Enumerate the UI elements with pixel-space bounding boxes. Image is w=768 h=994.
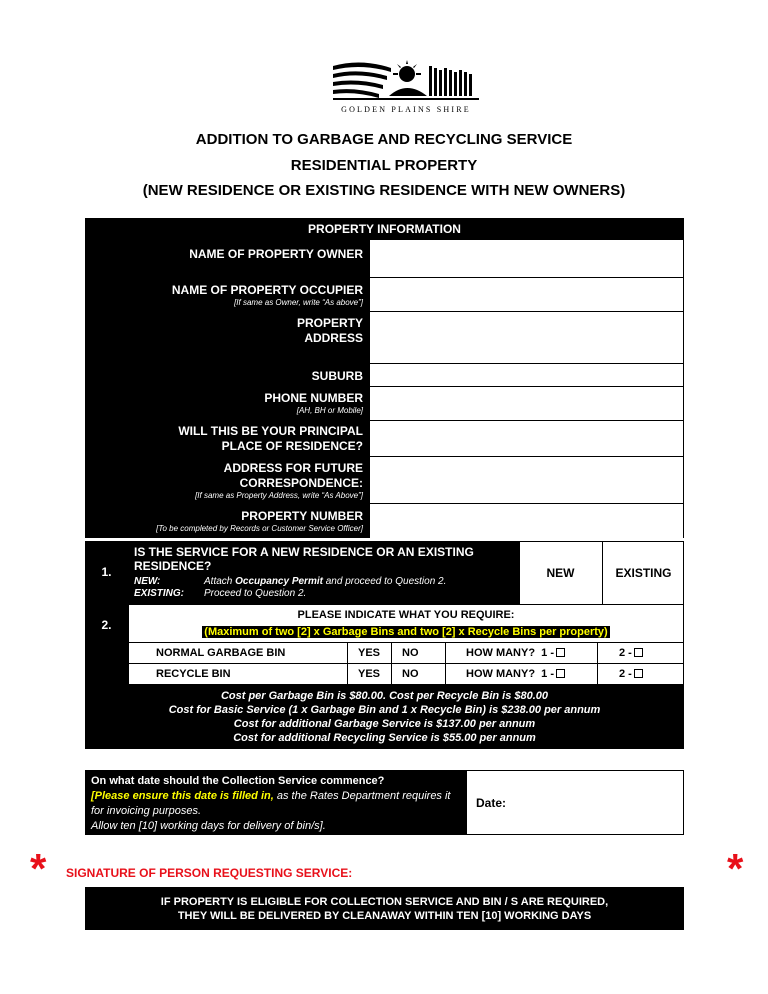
recycle-two: 2 - (619, 668, 643, 680)
signature-label: SIGNATURE OF PERSON REQUESTING SERVICE: (66, 866, 353, 880)
asterisk-left: * (30, 845, 47, 892)
recycle-1-checkbox[interactable] (556, 669, 565, 678)
suburb-label: SUBURB (311, 369, 363, 383)
question-2-heading: PLEASE INDICATE WHAT YOU REQUIRE: (297, 609, 515, 621)
owner-field[interactable] (372, 242, 682, 276)
garbage-2-checkbox[interactable] (634, 648, 643, 657)
logo-graphic (331, 58, 481, 104)
form-subtitle: RESIDENTIAL PROPERTY (290, 157, 478, 174)
property-info-header: PROPERTY INFORMATION (85, 218, 684, 240)
phone-label: PHONE NUMBER (264, 391, 363, 405)
recycle-bin-label: RECYCLE BIN (156, 668, 231, 680)
owner-label: NAME OF PROPERTY OWNER (189, 247, 363, 261)
future-address-field[interactable] (372, 458, 682, 502)
question-1-instructions: NEW: Attach Occupancy Permit and proceed to Question 2. EXISTING: Proceed to Question 2. (134, 576, 447, 599)
garbage-no[interactable]: NO (402, 647, 419, 659)
recycle-yes[interactable]: YES (358, 668, 381, 680)
asterisk-right: * (727, 845, 744, 892)
garbage-how-many: HOW MANY? 1 - (466, 647, 565, 659)
garbage-bin-label: NORMAL GARBAGE BIN (156, 647, 286, 659)
suburb-field[interactable] (372, 365, 682, 385)
future-address-note: [If same as Property Address, write “As Above”] (195, 491, 363, 500)
cost-text: Cost per Garbage Bin is $80.00. Cost per Recycle Bin is $80.00 Cost for Basic Service (1 x Garbage Bin and 1 x Recycle Bin) is $238.00 per annum Cost for additional Garbage Service is $137.00 per annum Cost for additional Recycling Service is $55.00 per annum (168, 690, 601, 744)
question-1-text: IS THE SERVICE FOR A NEW RESIDENCE OR AN EXISTING RESIDENCE? (134, 545, 474, 573)
date-label: Date: (476, 796, 507, 810)
garbage-two: 2 - (619, 647, 643, 659)
future-address-label-1: ADDRESS FOR FUTURE (223, 461, 363, 475)
principal-label-1: WILL THIS BE YOUR PRINCIPAL (178, 424, 363, 438)
garbage-1-checkbox[interactable] (556, 648, 565, 657)
logo-text: GOLDEN PLAINS SHIRE (341, 105, 471, 114)
property-number-field[interactable] (372, 505, 682, 537)
principal-field[interactable] (372, 422, 682, 455)
council-logo (331, 58, 481, 120)
recycle-no[interactable]: NO (402, 668, 419, 680)
delivery-notice-text: IF PROPERTY IS ELIGIBLE FOR COLLECTION SERVICE AND BIN / S ARE REQUIRED, THEY WILL BE DELIVERED BY CLEANAWAY WITHIN TEN [10] WORKING DAYS (160, 896, 609, 922)
occupier-label: NAME OF PROPERTY OCCUPIER (171, 283, 363, 297)
option-new[interactable]: NEW (546, 566, 575, 580)
occupier-note: [If same as Owner, write “As above”] (234, 298, 363, 307)
form-title: ADDITION TO GARBAGE AND RECYCLING SERVICE (195, 131, 573, 148)
option-existing[interactable]: EXISTING (615, 566, 672, 580)
phone-field[interactable] (372, 388, 682, 419)
phone-note: [AH, BH or Mobile] (296, 406, 363, 415)
address-field[interactable] (372, 313, 682, 362)
principal-label-2: PLACE OF RESIDENCE? (221, 439, 363, 453)
future-address-label-2: CORRESPONDENCE: (239, 476, 363, 490)
date-question-text: On what date should the Collection Service commence? [Please ensure this date is filled in, as the Rates Department requires it for invoicing purposes. Allow ten [10] working days for delivery of bin/s]. (91, 775, 451, 832)
property-number-label: PROPERTY NUMBER (241, 509, 363, 523)
question-1-number: 1. (101, 565, 112, 579)
address-label-1: PROPERTY (296, 316, 363, 330)
occupier-field[interactable] (372, 279, 682, 310)
address-label-2: ADDRESS (304, 331, 363, 345)
property-number-note: [To be completed by Records or Customer Service Officer] (156, 524, 363, 533)
recycle-2-checkbox[interactable] (634, 669, 643, 678)
question-2-number: 2. (101, 618, 112, 632)
recycle-how-many: HOW MANY? 1 - (466, 668, 565, 680)
form-subtitle-2: (NEW RESIDENCE OR EXISTING RESIDENCE WITH NEW OWNERS) (142, 182, 626, 199)
question-2-max: (Maximum of two [2] x Garbage Bins and two [2] x Recycle Bins per property) (204, 626, 608, 638)
garbage-yes[interactable]: YES (358, 647, 381, 659)
signature-field[interactable] (370, 880, 684, 881)
